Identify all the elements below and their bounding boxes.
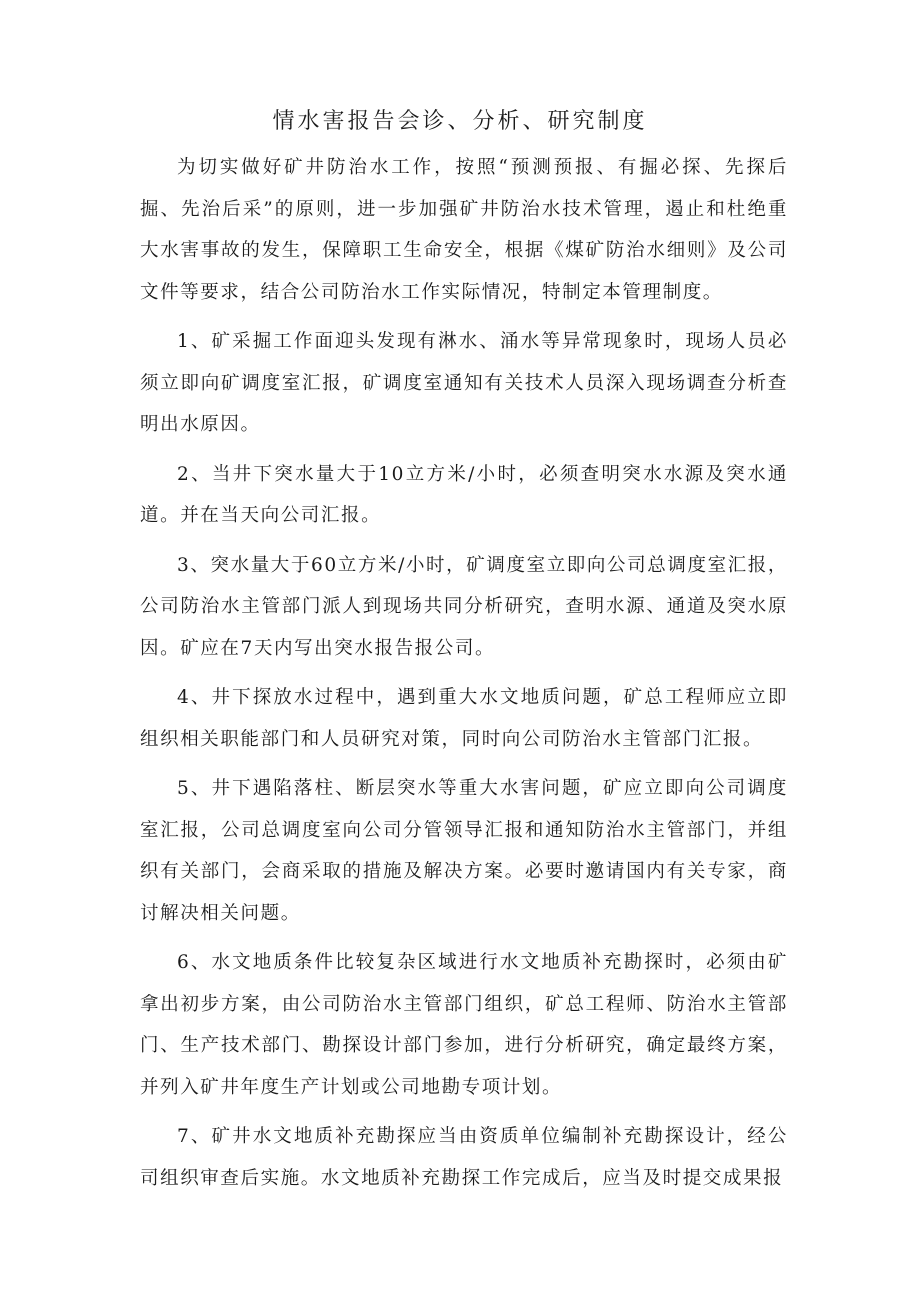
document-body bbox=[140, 147, 788, 1207]
clause-1: 1、矿采掘工作面迎头发现有淋水、涌水等异常现象时，现场人员必须立即向矿调度室汇报，矿调度室通知有关技术人员深入现场调查分析查明出水原因。 bbox=[140, 331, 788, 435]
clause-2: 2、当井下突水量大于10立方米/小时，必须查明突水水源及突水通道。并在当天向公司汇报。 bbox=[140, 463, 788, 526]
document-title: 情水害报告会诊、分析、研究制度 bbox=[272, 109, 648, 134]
intro-paragraph: 为切实做好矿井防治水工作，按照“预测预报、有掘必探、先探后掘、先治后采”的原则，进一步加强矿井防治水技术管理，遏止和杜绝重大水害事故的发生，保障职工生命安全，根据《煤矿防治水细则》及公司文件等要求，结合公司防治水工作实际情况，特制定本管理制度。 bbox=[140, 157, 788, 303]
clause-5: 5、井下遇陷落柱、断层突水等重大水害问题，矿应立即向公司调度室汇报，公司总调度室向公司分管领导汇报和通知防治水主管部门，并组织有关部门，会商采取的措施及解决方案。必要时邀请国内有关专家，商讨解决相关问题。 bbox=[140, 778, 788, 924]
clause-6: 6、水文地质条件比较复杂区域进行水文地质补充勘探时，必须由矿拿出初步方案，由公司防治水主管部门组织，矿总工程师、防治水主管部门、生产技术部门、勘探设计部门参加，进行分析研究，确定最终方案，并列入矿井年度生产计划或公司地勘专项计划。 bbox=[140, 952, 788, 1098]
clause-7: 7、矿井水文地质补充勘探应当由资质单位编制补充勘探设计，经公司组织审查后实施。水文地质补充勘探工作完成后，应当及时提交成果报 bbox=[140, 1126, 788, 1189]
clause-3: 3、突水量大于60立方米/小时，矿调度室立即向公司总调度室汇报，公司防治水主管部门派人到现场共同分析研究，查明水源、通道及突水原因。矿应在7天内写出突水报告报公司。 bbox=[140, 554, 788, 659]
clause-4: 4、井下探放水过程中，遇到重大水文地质问题，矿总工程师应立即组织相关职能部门和人员研究对策，同时向公司防治水主管部门汇报。 bbox=[140, 687, 788, 750]
